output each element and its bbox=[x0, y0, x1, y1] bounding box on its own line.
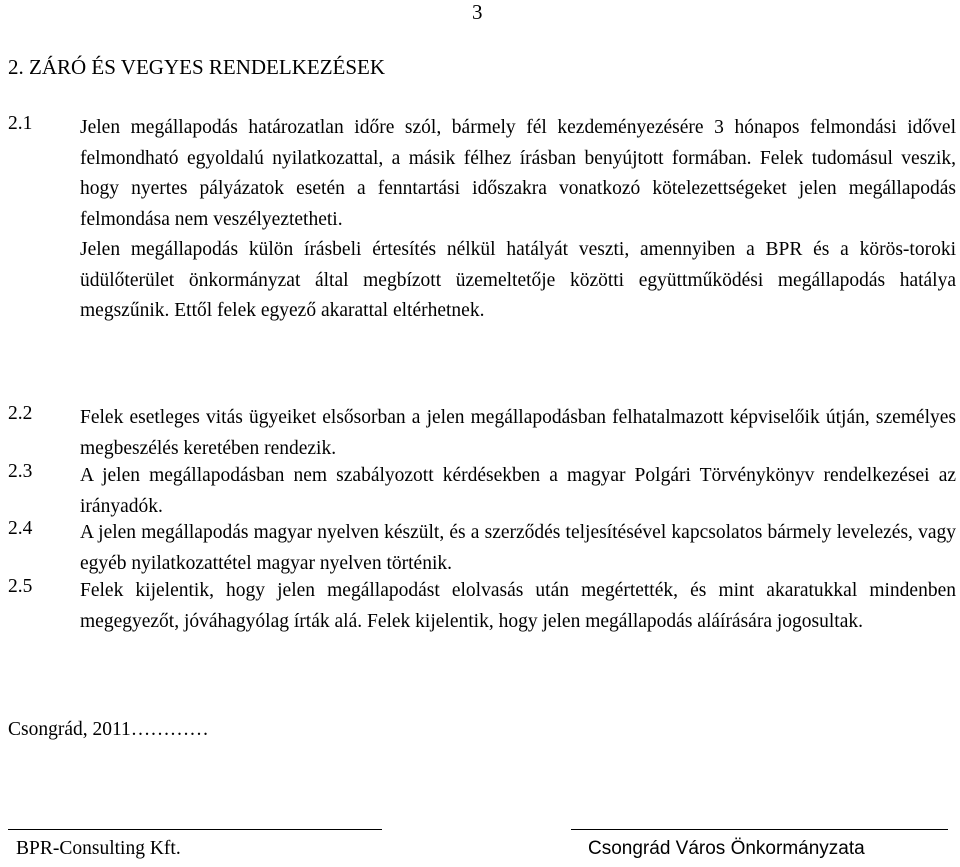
paragraph: Felek esetleges vitás ügyeiket elsősorban a jelen megállapodásban felhatalmazott képviselőik útján, személyes megbeszélés keretében rendezik. bbox=[80, 407, 956, 459]
section-2-2 bbox=[8, 403, 956, 464]
page-number: 3 bbox=[472, 0, 483, 24]
section-2-3 bbox=[8, 461, 956, 522]
section-number: 2.3 bbox=[8, 461, 33, 482]
place-date: Csongrád, 2011………… bbox=[8, 719, 209, 740]
signatory-right: Csongrád Város Önkormányzata bbox=[588, 838, 865, 859]
paragraph: Felek kijelentik, hogy jelen megállapodást elolvasás után megértették, és mint akaratukkal mindenben megegyezőt, jóváhagyólag írták alá. Felek kijelentik, hogy jelen megállapodás aláírására jogosultak. bbox=[80, 580, 956, 632]
section-number: 2.1 bbox=[8, 113, 33, 134]
signatory-left: BPR-Consulting Kft. bbox=[16, 838, 181, 859]
section-2-1 bbox=[8, 113, 956, 327]
signature-line-left bbox=[8, 829, 382, 830]
paragraph: A jelen megállapodás magyar nyelven készült, és a szerződés teljesítésével kapcsolatos bármely levelezés, vagy egyéb nyilatkozattétel magyar nyelven történik. bbox=[80, 522, 956, 574]
paragraph: Jelen megállapodás külön írásbeli értesítés nélkül hatályát veszti, amennyiben a BPR és a körös-toroki üdülőterület önkormányzat által megbízott üzemeltetője közötti együttműködési megállapodás hatálya megszűnik. Ettől felek egyező akarattal eltérhetnek. bbox=[80, 239, 956, 321]
section-2-4 bbox=[8, 518, 956, 579]
section-2-5 bbox=[8, 576, 956, 637]
paragraph: Jelen megállapodás határozatlan időre szól, bármely fél kezdeményezésére 3 hónapos felmondási idővel felmondható egyoldalú nyilatkozattal, a másik félhez írásban benyújtott formában. Felek tudomásul veszik, hogy nyertes pályázatok esetén a fenntartási időszakra vonatkozó kötelezettségeket jelen megállapodás felmondása nem veszélyeztetheti. bbox=[80, 117, 956, 230]
section-number: 2.4 bbox=[8, 518, 33, 539]
section-heading: 2. ZÁRÓ ÉS VEGYES RENDELKEZÉSEK bbox=[8, 55, 386, 79]
paragraph: A jelen megállapodásban nem szabályozott kérdésekben a magyar Polgári Törvénykönyv rendelkezései az irányadók. bbox=[80, 465, 956, 517]
section-number: 2.2 bbox=[8, 403, 33, 424]
signature-line-right bbox=[571, 829, 948, 830]
section-number: 2.5 bbox=[8, 576, 33, 597]
